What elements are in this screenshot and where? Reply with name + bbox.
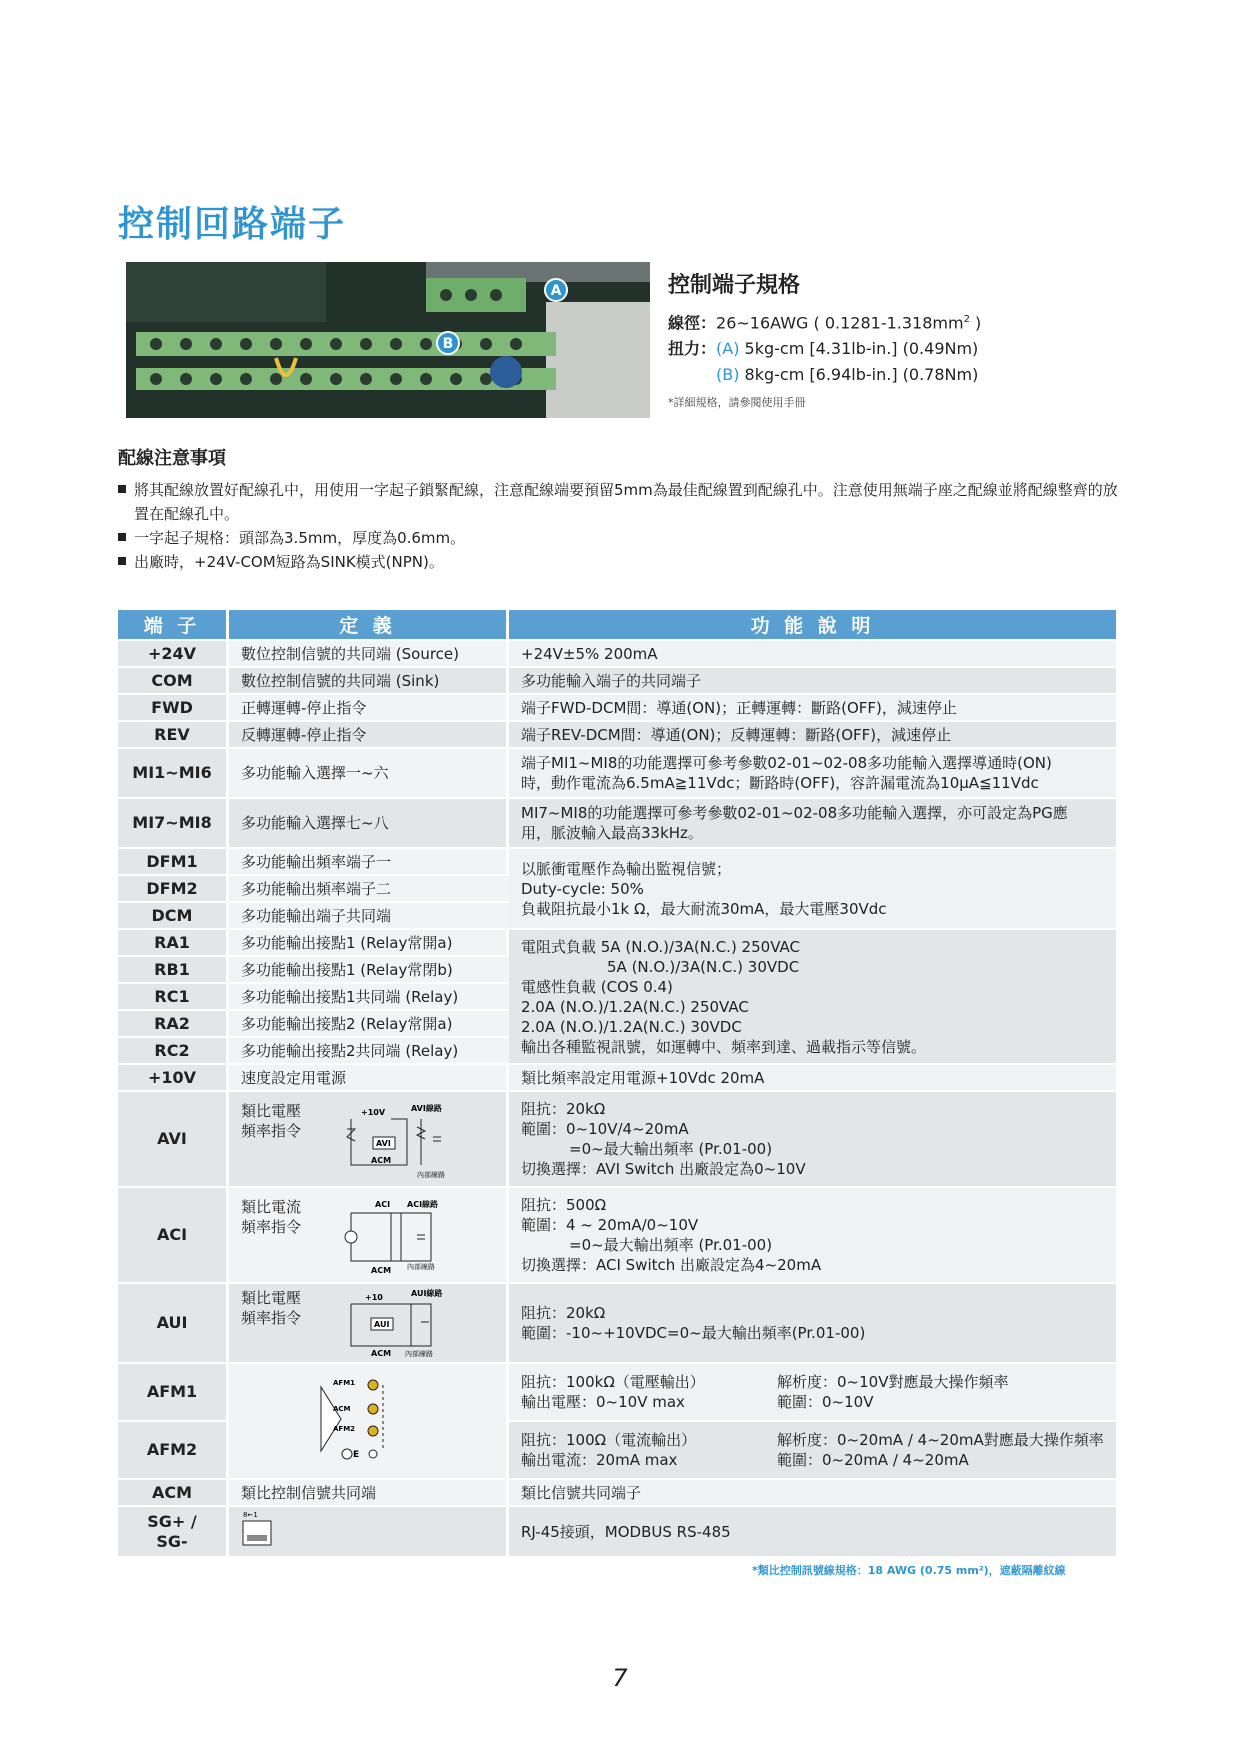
- terminal-cell: RA1: [118, 930, 229, 955]
- function-cell: 端子REV-DCM間：導通(ON)；反轉運轉：斷路(OFF)，減速停止: [509, 722, 1116, 747]
- function-cell: MI7~MI8的功能選擇可參考參數02-01~02-08多功能輸入選擇，亦可設定為PG應 用，脈波輸入最高33kHz。: [509, 799, 1116, 847]
- terminal-cell: +10V: [118, 1065, 229, 1090]
- page-number: 7: [612, 1664, 628, 1692]
- definition-cell: 類比控制信號共同端: [229, 1480, 509, 1505]
- definition-cell: 速度設定用電源: [229, 1065, 509, 1090]
- definition-cell: 數位控制信號的共同端 (Sink): [229, 668, 509, 693]
- svg-text:AFM1: AFM1: [333, 1378, 356, 1387]
- terminal-cell: +24V: [118, 641, 229, 666]
- aci-circuit-diagram: [341, 1195, 461, 1275]
- definition-cell: 類比電壓 頻率指令 +10 AUI線路 AUI ACM 內部線路: [229, 1284, 509, 1362]
- note-item: 一字起子規格：頭部為3.5mm，厚度為0.6mm。: [118, 526, 1118, 550]
- function-cell: 阻抗：20kΩ 範圍：-10~+10VDC=0~最大輸出頻率(Pr.01-00): [509, 1284, 1116, 1362]
- function-cell: RJ-45接頭，MODBUS RS-485: [509, 1507, 1116, 1556]
- header-terminal: 端 子: [118, 610, 229, 639]
- svg-text:+10V: +10V: [361, 1108, 386, 1117]
- label-a: A: [550, 283, 562, 299]
- function-cell: 電阻式負載 5A (N.O.)/3A(N.C.) 250VAC 5A (N.O.)/3A(N.C.) 30VDC 電感性負載 (COS 0.4) 2.0A (N.O.)/1.2A(N.C.) 250VAC 2.0A (N.O.)/1.2A(N.C.) 30VDC 輸出各種監視訊號，如運轉中、頻率到達、過載指示等信號。: [509, 930, 1116, 1063]
- svg-text:+10: +10: [365, 1293, 383, 1302]
- definition-cell: 多功能輸入選擇一~六: [229, 749, 509, 797]
- terminal-cell: AFM1: [118, 1364, 229, 1420]
- terminal-cell: RC1: [118, 984, 229, 1009]
- definition-cell: 類比電壓 頻率指令 +10V AVI線路 AVI ACM 內部線路: [229, 1092, 509, 1186]
- svg-text:內部線路: 內部線路: [417, 1171, 445, 1179]
- definition-cell: 類比電流 頻率指令 ACI ACI線路 ACM 內部線路: [229, 1188, 509, 1282]
- table-row: [118, 1092, 1116, 1186]
- svg-text:ACM: ACM: [371, 1156, 392, 1165]
- svg-text:AFM2: AFM2: [333, 1424, 356, 1433]
- terminal-cell: DFM1: [118, 849, 229, 874]
- rj45-port-icon: [241, 1509, 281, 1549]
- terminal-cell: AUI: [118, 1284, 229, 1362]
- header-definition: 定 義: [229, 610, 509, 639]
- page-title: 控制回路端子: [118, 204, 347, 245]
- function-cell: 阻抗：100kΩ（電壓輸出） 輸出電壓：0~10V max 解析度：0~10V對應最大操作頻率 範圍：0~10V: [509, 1364, 1116, 1420]
- function-cell: 阻抗：100Ω（電流輸出） 輸出電流：20mA max 解析度：0~20mA / 4~20mA對應最大操作頻率 範圍：0~20mA / 4~20mA: [509, 1422, 1116, 1478]
- svg-text:8←1: 8←1: [243, 1511, 258, 1519]
- table-row: [118, 799, 1116, 847]
- svg-text:AVI線路: AVI線路: [411, 1104, 442, 1113]
- table-row: [118, 1364, 1116, 1420]
- svg-text:ACI線路: ACI線路: [407, 1200, 439, 1209]
- wiring-notes: [118, 478, 1118, 574]
- table-row: [118, 1480, 1116, 1505]
- definition-cell: 數位控制信號的共同端 (Source): [229, 641, 509, 666]
- svg-text:內部線路: 內部線路: [405, 1350, 433, 1358]
- definition-cell: 多功能輸出頻率端子二: [229, 876, 509, 901]
- terminal-cell: ACI: [118, 1188, 229, 1282]
- definition-cell: [229, 1507, 509, 1556]
- definition-cell: 多功能輸出頻率端子一: [229, 849, 509, 874]
- terminal-cell: COM: [118, 668, 229, 693]
- wire-gauge: 線徑：26~16AWG ( $0.1281-1.318mm^2$ ): [668, 313, 982, 333]
- function-cell: 多功能輸入端子的共同端子: [509, 668, 1116, 693]
- table-row: [118, 1284, 1116, 1362]
- terminal-cell: RC2: [118, 1038, 229, 1063]
- note-item: 出廠時，+24V-COM短路為SINK模式(NPN)。: [118, 550, 1118, 574]
- function-cell: 阻抗：500Ω 範圍：4 ~ 20mA/0~10V =0~最大輸出頻率 (Pr.01-00) 切換選擇：ACI Switch 出廠設定為4~20mA: [509, 1188, 1116, 1282]
- table-row: [118, 849, 1116, 874]
- torque-a: 扭力：(A) 5kg-cm [4.31lb-in.] (0.49Nm): [668, 339, 979, 359]
- svg-text:內部線路: 內部線路: [407, 1263, 435, 1271]
- function-cell: +24V±5% 200mA: [509, 641, 1116, 666]
- terminal-cell: AFM2: [118, 1422, 229, 1478]
- afm-output-diagram: [241, 1369, 501, 1469]
- definition-cell: [229, 1364, 509, 1478]
- table-row: [118, 695, 1116, 720]
- aui-circuit-diagram: [341, 1286, 461, 1360]
- svg-text:ACM: ACM: [333, 1404, 351, 1413]
- definition-cell: 多功能輸出接點1 (Relay常閉b): [229, 957, 509, 982]
- function-cell: 類比頻率設定用電源+10Vdc 20mA: [509, 1065, 1116, 1090]
- footnote: *類比控制訊號線規格：18 AWG (0.75 mm²)，遮蔽隔離紋線: [752, 1564, 1066, 1577]
- definition-cell: 多功能輸入選擇七~八: [229, 799, 509, 847]
- table-header: [118, 610, 1116, 639]
- table-row: [118, 641, 1116, 666]
- header-function: 功 能 說 明: [509, 610, 1116, 639]
- svg-text:AUI線路: AUI線路: [411, 1289, 443, 1298]
- terminal-photo: [126, 262, 650, 418]
- table-row: [118, 930, 1116, 955]
- definition-cell: 多功能輸出接點1共同端 (Relay): [229, 984, 509, 1009]
- torque-b: (B) 8kg-cm [6.94lb-in.] (0.78Nm): [716, 365, 979, 385]
- function-cell: 端子MI1~MI8的功能選擇可參考參數02-01~02-08多功能輸入選擇導通時(ON) 時，動作電流為6.5mA≧11Vdc；斷路時(OFF)，容許漏電流為10μA≦11Vdc: [509, 749, 1116, 797]
- terminal-cell: SG+ / SG-: [118, 1507, 229, 1556]
- table-row: [118, 1188, 1116, 1282]
- terminal-cell: AVI: [118, 1092, 229, 1186]
- function-cell: 類比信號共同端子: [509, 1480, 1116, 1505]
- table-row: [118, 668, 1116, 693]
- terminal-cell: MI7~MI8: [118, 799, 229, 847]
- terminal-cell: FWD: [118, 695, 229, 720]
- function-cell: 端子FWD-DCM間：導通(ON)；正轉運轉：斷路(OFF)，減速停止: [509, 695, 1116, 720]
- definition-cell: 多功能輸出接點2 (Relay常開a): [229, 1011, 509, 1036]
- definition-cell: 反轉運轉-停止指令: [229, 722, 509, 747]
- terminal-cell: RA2: [118, 1011, 229, 1036]
- terminal-cell: RB1: [118, 957, 229, 982]
- terminal-table: [118, 608, 1116, 1558]
- terminal-cell: DFM2: [118, 876, 229, 901]
- table-row: [118, 1065, 1116, 1090]
- definition-cell: 多功能輸出接點2共同端 (Relay): [229, 1038, 509, 1063]
- svg-text:AUI: AUI: [374, 1320, 390, 1329]
- terminal-cell: ACM: [118, 1480, 229, 1505]
- note-item: 將其配線放置好配線孔中，用使用一字起子鎖緊配線，注意配線端要預留5mm為最佳配線置到配線孔中。注意使用無端子座之配線並將配線整齊的放置在配線孔中。: [118, 478, 1118, 526]
- avi-circuit-diagram: [341, 1099, 461, 1179]
- spec-note: *詳細規格，請參閱使用手冊: [668, 396, 806, 410]
- table-row: [118, 1507, 1116, 1556]
- terminal-spec: [668, 268, 1108, 410]
- definition-cell: 多功能輸出端子共同端: [229, 903, 509, 928]
- svg-text:AVI: AVI: [376, 1139, 391, 1148]
- function-cell: 以脈衝電壓作為輸出監視信號； Duty-cycle: 50% 負載阻抗最小1k Ω，最大耐流30mA，最大電壓30Vdc: [509, 849, 1116, 928]
- label-b: B: [442, 336, 454, 352]
- definition-cell: 正轉運轉-停止指令: [229, 695, 509, 720]
- spec-title: 控制端子規格: [668, 273, 801, 298]
- table-row: [118, 749, 1116, 797]
- definition-cell: 多功能輸出接點1 (Relay常開a): [229, 930, 509, 955]
- wiring-notes-title: 配線注意事項: [118, 448, 226, 469]
- svg-text:ACI: ACI: [375, 1200, 391, 1209]
- terminal-cell: DCM: [118, 903, 229, 928]
- svg-text:ACM: ACM: [371, 1266, 392, 1275]
- terminal-cell: REV: [118, 722, 229, 747]
- svg-text:ACM: ACM: [371, 1349, 392, 1358]
- terminal-cell: MI1~MI6: [118, 749, 229, 797]
- table-row: [118, 722, 1116, 747]
- function-cell: 阻抗：20kΩ 範圍：0~10V/4~20mA =0~最大輸出頻率 (Pr.01-00) 切換選擇：AVI Switch 出廠設定為0~10V: [509, 1092, 1116, 1186]
- svg-text:E: E: [353, 1449, 360, 1460]
